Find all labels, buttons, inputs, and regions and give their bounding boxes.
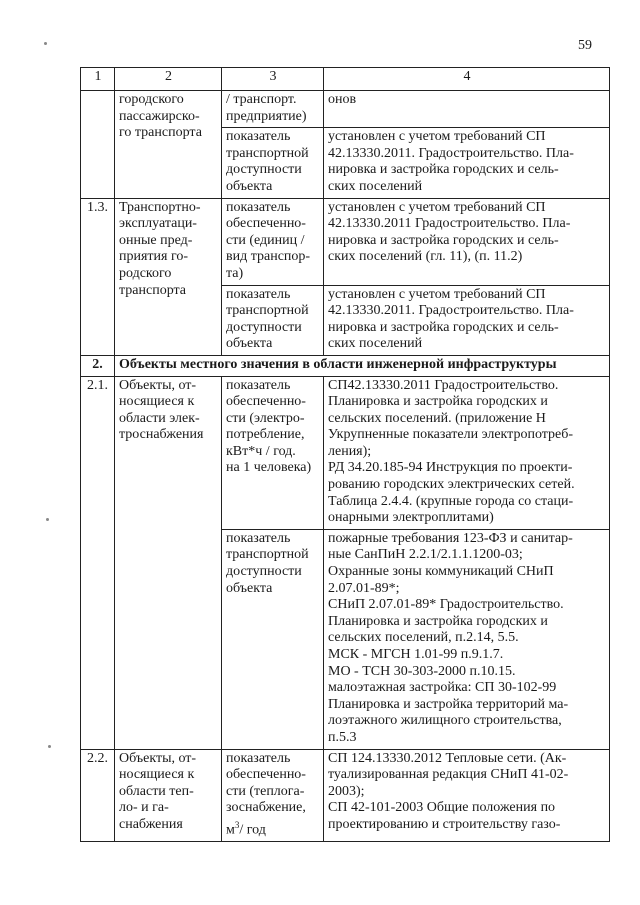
object-name: Транспортно- эксплуатаци- онные пред- приятия го- родского транспорта (115, 198, 222, 355)
norm-source: пожарные требования 123-ФЗ и санитар- ные СанПиН 2.2.1/2.1.1.1200-03; Охранные зоны коммуникаций СНиП 2.07.01-89*; СНиП 2.07.01-89* Градостроительство. Планировка и застройка городских и сельских поселений, п.2.14, 5.5. МСК - МГСН 1.01-99 п.9.1.7. МО - ТСН 30-303-2000 п.10.15. малоэтажная застройка: СП 30-102-99 Планировка и застройка территорий ма- лоэтажного жилищного строительства, п.5.3 (324, 529, 610, 749)
norm-source: СП42.13330.2011 Градостроительство. Планировка и застройка городских и сельских поселений. (приложение Н Укрупненные показатели электропотреб- ления); РД 34.20.185-94 Инструкция по проекти- рованию городских электрических сетей. Таблица 2.4.4. (крупные города со стаци- онарными электроплитами) (324, 376, 610, 529)
indicator: показатель транспортной доступности объекта (222, 128, 324, 198)
indicator: показатель обеспеченно- сти (электро- потребление, кВт*ч / год. на 1 человека) (222, 376, 324, 529)
header-row (81, 68, 610, 91)
scan-speck (48, 745, 51, 748)
table-row (81, 198, 610, 285)
indicator (222, 749, 324, 842)
table-row (81, 91, 610, 128)
indicator: показатель обеспеченно- сти (единиц / вид транспор- та) (222, 198, 324, 285)
section-number: 2. (81, 355, 115, 376)
norm-source: установлен с учетом требований СП 42.13330.2011. Градостроительство. Пла- нировка и застройка городских и сель- ских поселений (324, 128, 610, 198)
scan-speck (46, 518, 49, 521)
norm-source: установлен с учетом требований СП 42.13330.2011 Градостроительство. Пла- нировка и застройка городских и сель- ских поселений (гл. 11), (п. 11.2) (324, 198, 610, 285)
norms-table (80, 67, 610, 842)
row-number: 1.3. (81, 198, 115, 355)
object-name: городского пассажирско- го транспорта (115, 91, 222, 199)
section-title: Объекты местного значения в области инженерной инфраструктуры (115, 355, 610, 376)
norm-source: установлен с учетом требований СП 42.13330.2011. Градостроительство. Пла- нировка и застройка городских и сель- ских поселений (324, 285, 610, 355)
scan-speck (44, 42, 47, 45)
indicator: показатель транспортной доступности объекта (222, 529, 324, 749)
norm-source: СП 124.13330.2012 Тепловые сети. (Ак- туализированная редакция СНиП 41-02- 2003); СП 42-101-2003 Общие положения по проектированию и строительству газо- (324, 749, 610, 842)
header-col-3: 3 (222, 68, 324, 91)
indicator: / транспорт. предприятие) (222, 91, 324, 128)
indicator: показатель транспортной доступности объекта (222, 285, 324, 355)
norm-source: онов (324, 91, 610, 128)
row-number (81, 91, 115, 199)
superscript: 3 (234, 819, 240, 830)
header-col-1: 1 (81, 68, 115, 91)
header-col-4: 4 (324, 68, 610, 91)
table-row (81, 749, 610, 842)
section-row (81, 355, 610, 376)
row-number: 2.1. (81, 376, 115, 749)
object-name: Объекты, от- носящиеся к области элек- троснабжения (115, 376, 222, 749)
header-col-2: 2 (115, 68, 222, 91)
object-name: Объекты, от- носящиеся к области теп- ло- и га- снабжения (115, 749, 222, 842)
table-row (81, 376, 610, 529)
row-number: 2.2. (81, 749, 115, 842)
indicator-unit: / год (239, 822, 266, 838)
indicator-text: показатель обеспеченно- сти (теплога- зоснабжение, м (226, 750, 306, 838)
page-number: 59 (578, 38, 592, 53)
